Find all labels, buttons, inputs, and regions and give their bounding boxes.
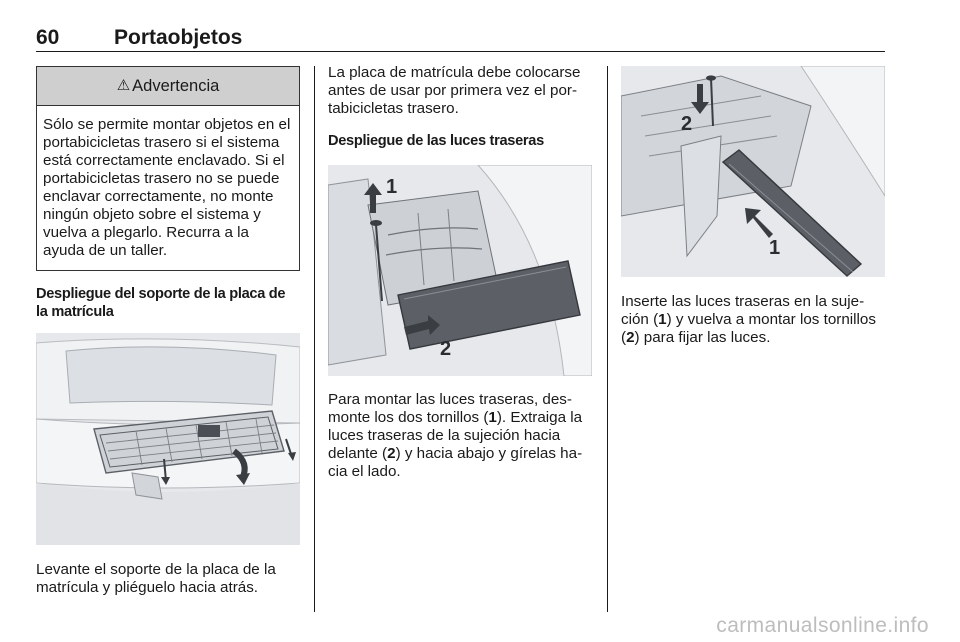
caption-text-part: Inserte las luces traseras en la sujeción (: [621, 293, 865, 328]
warning-title: Advertencia: [132, 77, 220, 95]
caption-text-part: ). Extraiga la luces traseras de la sujeción hacia delante (: [328, 409, 583, 462]
section-heading-rear-lights: Despliegue de las luces traseras: [328, 133, 544, 149]
caption-license-plate: Levante el soporte de la placa de la matrícula y pliéguelo hacia atrás.: [36, 561, 276, 596]
caption-ref-2: 2: [626, 329, 635, 346]
caption-ref-1: 1: [658, 311, 667, 328]
illustration-license-plate-holder: [36, 333, 300, 545]
caption-insert-rear-lights: [621, 293, 885, 347]
page-number: 60: [36, 26, 60, 49]
caption-text-part: ) y vuelva a montar los tornillos (: [621, 311, 876, 346]
section-heading-license-plate: Despliegue del soporte de la placa de la matrícula: [36, 286, 286, 320]
caption-remove-rear-lights: [328, 391, 592, 481]
column-divider-1: [314, 66, 315, 612]
caption-text-part: ) y hacia abajo y gírelas hacia el lado.: [328, 445, 583, 480]
column-divider-2: [607, 66, 608, 612]
figure-label-2: 2: [681, 113, 693, 135]
warning-triangle-icon: ⚠: [116, 77, 131, 94]
caption-text-part: ) para fijar las luces.: [634, 329, 771, 346]
column-2: [328, 64, 592, 481]
figure-label-2: 2: [440, 338, 452, 360]
caption-ref-1: 1: [488, 409, 497, 426]
intro-text: La placa de matrícula debe colocarse antes de usar por primera vez el portabicicletas trasero.: [328, 64, 581, 117]
warning-header: [37, 67, 299, 106]
page-header: [36, 26, 885, 50]
figure-label-1: 1: [386, 176, 398, 198]
watermark: carmanualsonline.info: [716, 614, 929, 637]
header-rule: [36, 51, 885, 52]
column-1: [36, 64, 300, 597]
warning-box: [36, 66, 300, 271]
warning-text: Sólo se permite montar objetos en el portabicicletas trasero si el sistema está correctamente enclavado. Si el portabicicletas trasero no se puede enclavar correctamente, no monte ningún objeto sobre el sistema y vuelva a plegarlo. Recurra a la ayuda de un taller.: [43, 116, 291, 259]
caption-text-part: Para montar las luces traseras, desmonte los dos tornillos (: [328, 391, 572, 426]
illustration-insert-rear-lights: [621, 66, 885, 277]
caption-ref-2: 2: [387, 445, 396, 462]
figure-label-1: 1: [769, 237, 781, 259]
page-title: Portaobjetos: [114, 26, 243, 49]
illustration-remove-rear-lights: [328, 165, 592, 376]
column-3: [621, 64, 885, 347]
